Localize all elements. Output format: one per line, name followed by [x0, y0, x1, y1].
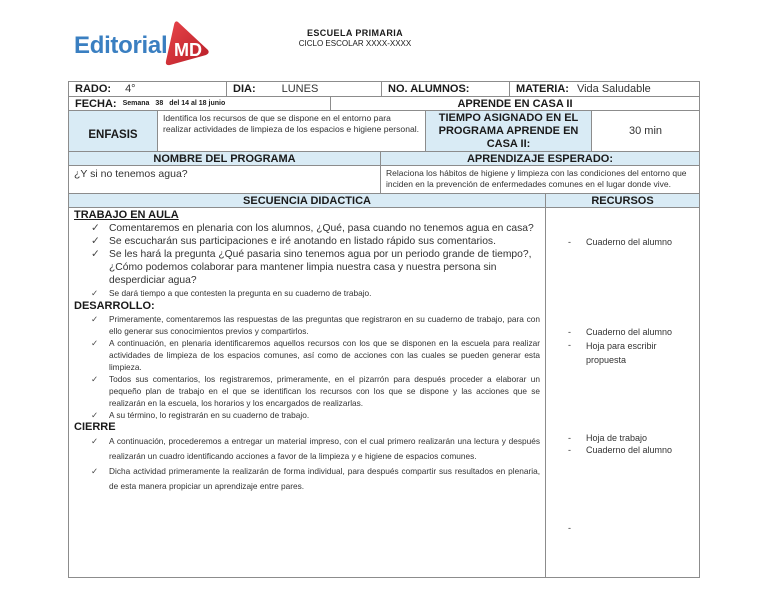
row-programa-values [69, 166, 699, 194]
cell-aprendizaje-value [381, 166, 699, 193]
editorial-md-logo [74, 20, 214, 64]
dash-bullet: - [568, 523, 571, 533]
checkmark-icon: ✓ [91, 410, 98, 420]
dash-bullet: - [568, 433, 571, 443]
dash-bullet: - [568, 445, 571, 455]
list-item [91, 373, 540, 409]
row-general-info [69, 82, 699, 97]
list-item [91, 222, 540, 235]
cell-nombre-value [69, 166, 381, 193]
section-list-cierre [74, 434, 540, 494]
checkmark-icon: ✓ [91, 236, 100, 247]
cell-aprendizaje-header [381, 152, 699, 165]
list-item [91, 248, 540, 287]
grado-value: 4° [125, 83, 136, 95]
checkmark-icon: ✓ [91, 223, 100, 234]
recursos-header: RECURSOS [591, 194, 654, 207]
secuencia-header: SECUENCIA DIDACTICA [243, 194, 371, 207]
row-secuencia-headers [69, 194, 699, 208]
cell-recursos-header [546, 194, 699, 207]
cell-grado [69, 82, 227, 96]
recurso-text: Hoja para escribir propuesta [586, 341, 657, 365]
dash-bullet: - [568, 327, 571, 337]
list-item-text: Todos sus comentarios, los registraremos, primeramente, en el pizarrón para después proceder a elaborar un pequeño plan de trabajo en el que se identifican los recursos con los que se dispone y las acciones que se realizarán en la escuela, los horarios y los encargados de realizarlas. [109, 374, 540, 408]
dash-bullet: - [568, 340, 571, 350]
recurso-text: Cuaderno del alumno [586, 327, 673, 337]
list-item-text: Se dará tiempo a que contesten la pregunta en su cuaderno de trabajo. [109, 288, 372, 298]
dia-value: LUNES [281, 83, 319, 95]
list-item [91, 287, 540, 299]
list-item [91, 464, 540, 494]
recurso-text: Cuaderno del alumno [586, 445, 673, 455]
aprendizaje-header: APRENDIZAJE ESPERADO: [466, 152, 614, 165]
cell-secuencia-header [69, 194, 546, 207]
cell-alumnos [382, 82, 510, 96]
school-name: ESCUELA PRIMARIA [306, 28, 404, 38]
recurso-item [568, 432, 676, 444]
nombre-programa-header: NOMBRE DEL PROGRAMA [153, 152, 296, 165]
cell-programa-banner [331, 97, 699, 110]
md-play-logo-icon [160, 20, 210, 66]
cell-dia [227, 82, 382, 96]
enfasis-text: Identifica los recursos de que se dispone en el entorno para realizar actividades de limpieza de los espacios e higiene personal. [163, 113, 420, 134]
recursos-body [546, 208, 699, 577]
recurso-item [568, 444, 676, 456]
cell-fecha [69, 97, 331, 110]
list-item-text: Se escucharán sus participaciones e iré anotando en listado rápido sus comentarios. [109, 236, 496, 247]
cell-tiempo-label [426, 111, 592, 151]
fecha-semana: Semana [122, 100, 150, 107]
section-title-trabajo: TRABAJO EN AULA [74, 209, 179, 221]
section-title-desarrollo: DESARROLLO: [74, 300, 155, 312]
aprendizaje-value: Relaciona los hábitos de higiene y limpieza con las condiciones del entorno que inciden en la prevención de enfermedades comunes en el lugar donde vive. [386, 168, 687, 189]
list-item [91, 235, 540, 248]
checkmark-icon: ✓ [91, 249, 100, 260]
list-item [91, 434, 540, 464]
recurso-item [568, 236, 676, 248]
lesson-plan-table [68, 81, 700, 578]
list-item-text: Se les hará la pregunta ¿Qué pasaria sino tenemos agua por un periodo grande de tiempo?, ¿Cómo podemos colaborar para mantener limpia nuestra casa y nuestra persona sin desperdiciar agua? [109, 249, 532, 286]
recurso-item [568, 522, 676, 534]
list-item-text: A continuación, procederemos a entregar un material impreso, con el cual primero realizarán una lectura y después realizarán un cuadro identificando acciones a favor de la limpieza y e higiene de espacios comunes. [109, 436, 540, 461]
tiempo-value: 30 min [628, 125, 663, 137]
list-item [91, 313, 540, 337]
secuencia-body [69, 208, 546, 577]
list-item [91, 409, 540, 421]
cell-tiempo-value [592, 111, 699, 151]
list-item [91, 337, 540, 373]
fecha-numero: 38 [155, 100, 164, 107]
cell-enfasis-text [158, 111, 426, 151]
section-title-cierre: CIERRE [74, 421, 116, 433]
fecha-label: FECHA: [75, 97, 117, 110]
recurso-text: Hoja de trabajo [586, 433, 648, 443]
list-item-text: Dicha actividad primeramente la realizarán de forma individual, para después compartir sus resultados en plenaria, de esta manera propiciar un aprendizaje entre pares. [109, 466, 540, 491]
list-item-text: Comentaremos en plenaria con los alumnos, ¿Qué, pasa cuando no tenemos agua en casa? [109, 223, 534, 234]
checkmark-icon: ✓ [91, 436, 98, 446]
recurso-item [568, 326, 676, 338]
alumnos-label: NO. ALUMNOS: [388, 83, 470, 95]
checkmark-icon: ✓ [91, 466, 98, 476]
materia-value: Vida Saludable [576, 83, 651, 95]
nombre-programa-value: ¿Y si no tenemos agua? [74, 168, 188, 180]
row-programa-headers [69, 152, 699, 166]
enfasis-label: ENFASIS [88, 129, 138, 141]
grado-label: RADO: [75, 83, 112, 95]
cell-materia [510, 82, 699, 96]
recurso-text: Cuaderno del alumno [586, 237, 673, 247]
section-list-trabajo [74, 222, 540, 299]
checkmark-icon: ✓ [91, 288, 98, 298]
row-fecha [69, 97, 699, 111]
list-item-text: A su término, lo registrarán en su cuaderno de trabajo. [109, 410, 310, 420]
cell-enfasis-label [69, 111, 158, 151]
school-header [280, 28, 430, 48]
logo-text: Editorial [74, 32, 168, 59]
materia-label: MATERIA: [516, 83, 569, 95]
section-list-desarrollo [74, 313, 540, 421]
dash-bullet: - [568, 237, 571, 247]
recurso-item [568, 339, 666, 367]
list-item-text: A continuación, en plenaria identificaremos aquellos recursos con los que se disponen en la escuela para realizar actividades de limpieza de los espacios comunes, así como de acciones con las cuales se pueden generar esta limpieza. [109, 338, 540, 372]
programa-banner: APRENDE EN CASA II [457, 97, 573, 110]
tiempo-label: TIEMPO ASIGNADO EN EL PROGRAMA APRENDE EN CASA II: [438, 111, 579, 150]
cell-nombre-header [69, 152, 381, 165]
checkmark-icon: ✓ [91, 338, 98, 348]
school-cycle: CICLO ESCOLAR XXXX-XXXX [298, 39, 412, 48]
logo-mark-text: MD [174, 40, 202, 60]
checkmark-icon: ✓ [91, 374, 98, 384]
list-item-text: Primeramente, comentaremos las respuestas de las preguntas que registraron en su cuaderno de trabajo, para con ello generar sus conocimientos previos y compartirlos. [109, 314, 540, 336]
checkmark-icon: ✓ [91, 314, 98, 324]
dia-label: DIA: [233, 83, 256, 95]
fecha-rango: del 14 al 18 junio [169, 100, 226, 107]
row-enfasis [69, 111, 699, 152]
